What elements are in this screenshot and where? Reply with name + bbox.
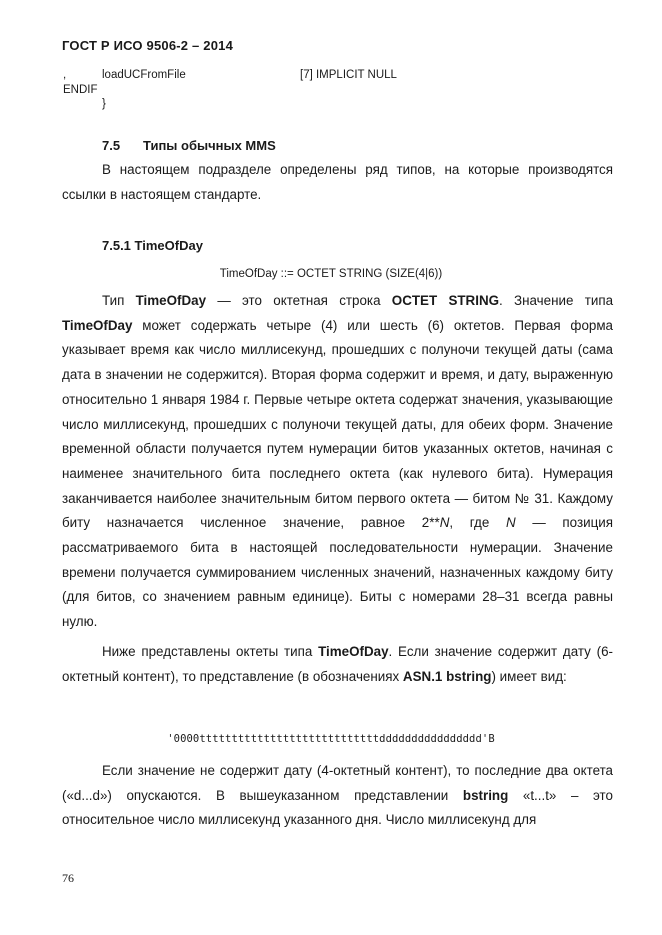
section-number: 7.5 [102, 138, 121, 153]
timeofday-description-paragraph: Тип TimeOfDay — это октетная строка OCTET STRING. Значение типа TimeOfDay может содержать четыре (4) или шесть (6) октетов. Первая форма указывает время как число миллисекунд, прошедших с полуночи текущей даты (сама дата в значении не содержится). Вторая форма содержит и время, и дату, выраженную относительно 1 января 1984 г. Первые четыре октета содержат значения, указывающие число миллисекунд, прошедших с полуночи текущей даты, для обеих форм. Значение временной области получается путем нумерации битов указанных октетов, начиная с наименее значительного бита последнего октета (как нулевого бита). Нумерация заканчивается наиболее значительным битом первого октета — битом № 31. Каждому биту назначается численное значение, равное 2**N, где N — позиция рассматриваемого бита в настоящей последовательности нумерации. Значение времени получается суммированием численных значений, назначенных каждому биту (для битов, со значением равным единице). Биты с номерами 28–31 всегда равны нулю. [62, 293, 614, 630]
octets-paragraph: Ниже представлены октеты типа TimeOfDay. Если значение содержит дату (6-октетный контент), то представление (в обозначениях ASN.1 bstring) имеет вид: [62, 644, 613, 684]
date-omission-paragraph: Если значение не содержит дату (4-октетный контент), то последние два октета («d...d») опускаются. В вышеуказанном представлении bstring «t...t» – это относительное число миллисекунд указанного дня. Число миллисекунд для [62, 763, 613, 828]
intro-paragraph: В настоящем подразделе определены ряд типов, на которые производятся ссылки в настоящем стандарте. [62, 162, 613, 202]
code-endif: ENDIF [63, 84, 98, 96]
type-definition-formula: TimeOfDay ::= OCTET STRING (SIZE(4|6)) [219, 268, 443, 280]
section-title: Типы обычных MMS [143, 138, 276, 153]
code-closing-brace: } [102, 98, 106, 110]
document-header: ГОСТ Р ИСО 9506-2 – 2014 [62, 38, 233, 53]
page-number: 76 [62, 871, 74, 885]
bstring-example: '0000ttttttttttttttttttttttttttttdddddddddddddddd'B [167, 733, 495, 745]
code-field-tag: [7] IMPLICIT NULL [300, 69, 397, 81]
code-comma: , [63, 69, 67, 81]
subsection-heading: 7.5.1 TimeOfDay [102, 238, 203, 253]
code-field-name: loadUCFromFile [102, 69, 186, 81]
